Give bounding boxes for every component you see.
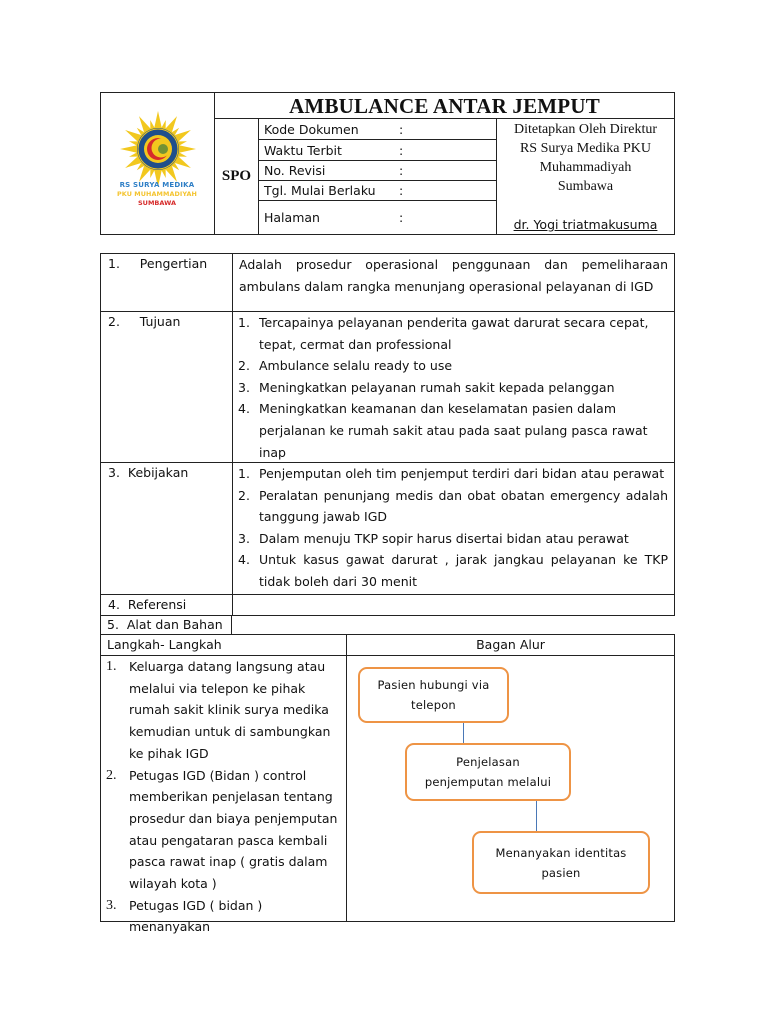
procedure-table xyxy=(100,634,675,935)
section-tujuan-list xyxy=(233,312,674,463)
list-item: 3. Meningkatkan pelayanan rumah sakit kepada pelanggan xyxy=(238,379,615,395)
signatory-name: dr. Yogi triatmakusuma xyxy=(513,217,658,232)
document-title: AMBULANCE ANTAR JEMPUT xyxy=(215,93,674,119)
approval-line: RS Surya Medika PKU xyxy=(519,141,652,156)
meta-colon: : xyxy=(399,122,404,137)
flow-box-menanyakan-identitas: Menanyakan identitas pasien xyxy=(472,831,650,894)
meta-colon: : xyxy=(399,210,404,225)
meta-row-kode-dokumen xyxy=(259,119,497,140)
meta-key: Kode Dokumen xyxy=(264,122,359,137)
document-header-table xyxy=(100,92,675,235)
step-item: 1. Keluarga datang langsung atau melalui via telepon ke pihak rumah sakit klinik surya medika kemudian untuk di sambungkan ke pihak IGD xyxy=(106,659,331,761)
list-item: 1. Tercapainya pelayanan penderita gawat darurat secara cepat, tepat, cermat dan professional xyxy=(238,315,649,352)
section-label: 2. Tujuan xyxy=(101,312,233,462)
logo-line-3: SUMBAWA xyxy=(137,199,177,207)
meta-colon: : xyxy=(399,143,404,158)
approval-line: Muhammadiyah xyxy=(539,160,632,175)
list-item: 2. Ambulance selalu ready to use xyxy=(238,358,453,374)
meta-colon: : xyxy=(399,183,404,198)
approval-line: Sumbawa xyxy=(557,179,614,194)
step-item: 3. Petugas IGD ( bidan ) menanyakan xyxy=(106,897,263,935)
list-item: 3. Dalam menuju TKP sopir harus disertai bidan atau perawat xyxy=(238,530,629,546)
section-pengertian-row xyxy=(100,253,675,312)
document-meta-table xyxy=(259,119,497,234)
steps-list xyxy=(101,656,347,935)
section-label: 3. Kebijakan xyxy=(101,463,233,594)
meta-row-halaman xyxy=(259,201,497,234)
list-item: 4. Untuk kasus gawat darurat , jarak jangkau pelayanan ke TKP tidak boleh dari 30 menit xyxy=(238,552,668,589)
flowchart-area xyxy=(347,656,674,921)
list-item: 1. Penjemputan oleh tim penjemput terdiri dari bidan atau perawat xyxy=(238,466,665,481)
section-label: 5. Alat dan Bahan xyxy=(107,617,223,632)
list-item: 4. Meningkatkan keamanan dan keselamatan pasien dalam perjalanan ke rumah sakit atau pada saat pulang pasca rawat inap xyxy=(238,401,648,460)
flow-connector xyxy=(463,722,464,745)
meta-row-waktu-terbit xyxy=(259,140,497,161)
flow-header: Bagan Alur xyxy=(347,635,674,656)
flow-box-penjelasan: Penjelasan penjemputan melalui xyxy=(405,743,571,801)
logo-line-2: PKU MUHAMMADIYAH xyxy=(116,190,198,198)
section-tujuan-row xyxy=(100,311,675,463)
meta-row-no-revisi xyxy=(259,161,497,181)
list-item: 2. Peralatan penunjang medis dan obat obatan emergency adalah tanggung jawab IGD xyxy=(238,487,668,525)
meta-key: Tgl. Mulai Berlaku xyxy=(264,183,376,198)
steps-header: Langkah- Langkah xyxy=(101,635,347,656)
logo-line-1: RS SURYA MEDIKA xyxy=(119,181,195,189)
flow-box-pasien-hubungi: Pasien hubungi via telepon xyxy=(358,667,509,723)
approval-block xyxy=(497,119,674,234)
section-pengertian-text: Adalah prosedur operasional penggunaan dan pemeliharaan ambulans dalam rangka menunjang operasional pelayanan di IGD xyxy=(239,257,668,294)
meta-row-tgl-mulai-berlaku xyxy=(259,181,497,201)
section-alat-row xyxy=(100,615,232,635)
section-referensi-row xyxy=(100,594,675,616)
approval-line: Ditetapkan Oleh Direktur xyxy=(513,122,658,137)
meta-colon: : xyxy=(399,163,404,178)
section-kebijakan-list xyxy=(233,463,674,593)
step-item: 2. Petugas IGD (Bidan ) control memberikan penjelasan tentang prosedur dan biaya penjemputan atau pengataran pasca kembali pasca rawat inap ( gratis dalam wilayah kota ) xyxy=(106,767,338,892)
section-kebijakan-row xyxy=(100,462,675,595)
meta-key: Halaman xyxy=(264,210,320,225)
flow-connector xyxy=(536,800,537,832)
section-label: 4. Referensi xyxy=(101,595,233,615)
hospital-logo-cell xyxy=(101,93,215,234)
spo-label: SPO xyxy=(215,119,259,234)
section-label: 1. Pengertian xyxy=(101,254,233,311)
meta-key: No. Revisi xyxy=(264,163,326,178)
meta-key: Waktu Terbit xyxy=(264,143,342,158)
